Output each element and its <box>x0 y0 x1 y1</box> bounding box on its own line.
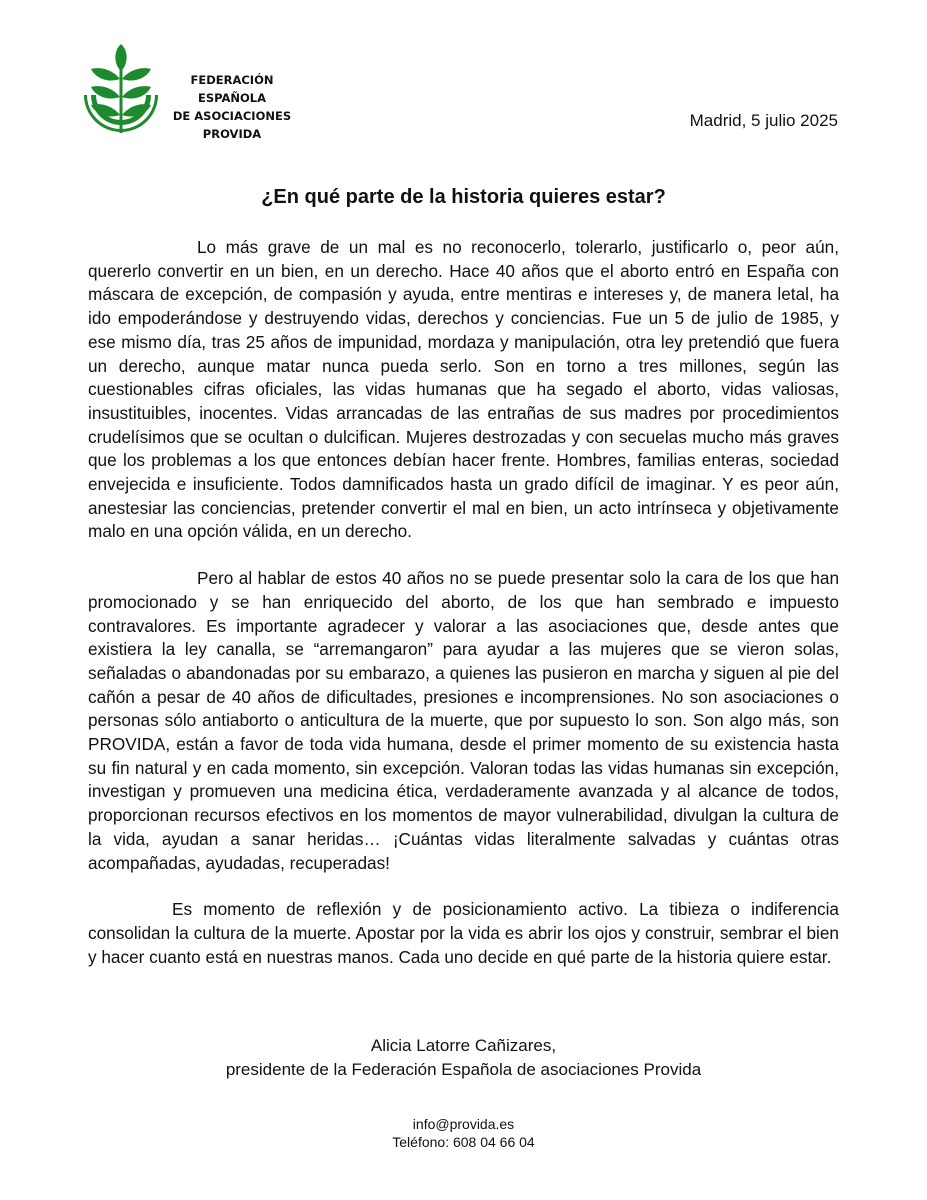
paragraph-1: Lo más grave de un mal es no reconocerlo, tolerarlo, justificarlo o, peor aún, quererlo convertir en un bien, en un derecho. Hace 40 años que el aborto entró en España con máscara de excepción, de compasión y ayuda, entre mentiras e intereses y, de manera letal, ha ido empoderándose y destruyendo vidas, derechos y conciencias. Fue un 5 de julio de 1985, y ese mismo día, tras 25 años de impunidad, mordaza y manipulación, otra ley pretendió que fuera un derecho, aunque matar nunca pueda serlo. Son en torno a tres millones, según las cuestionables cifras oficiales, las vidas humanas que ha segado el aborto, vidas valiosas, insustituibles, inocentes. Vidas arrancadas de las entrañas de sus madres por procedimientos crudelísimos que se ocultan o dulcifican. Mujeres destrozadas y con secuelas mucho más graves que los problemas a los que entonces debían hacer frente. Hombres, familias enteras, sociedad envejecida e insuficiente. Todos damnificados hasta un grado difícil de imaginar. Y es peor aún, anestesiar las conciencias, pretender convertir el mal en bien, un acto intrínseca y objetivamente malo en una opción válida, en un derecho. <box>88 237 839 542</box>
logo-wordmark <box>164 71 300 143</box>
document-title: ¿En qué parte de la historia quieres estar? <box>261 186 666 208</box>
sprout-leaves-icon <box>80 43 162 143</box>
signature-name: Alicia Latorre Cañizares, <box>370 1036 557 1055</box>
contact-block <box>0 1115 927 1151</box>
logo <box>80 43 300 143</box>
logo-line-3: PROVIDA <box>202 127 262 141</box>
letter-body <box>88 236 839 969</box>
signature-role: presidente de la Federación Española de asociaciones Provida <box>225 1060 702 1079</box>
paragraph-2: Pero al hablar de estos 40 años no se puede presentar solo la cara de los que han promocionado y se han enriquecido del aborto, de los que han sembrado e impuesto contravalores. Es importante agradecer y valorar a las asociaciones que, desde antes que existiera la ley canalla, se “arremangaron” para ayudar a las mujeres que se vieron solas, señaladas o abandonadas por su embarazo, a quienes las pusieron en marcha y siguen al pie del cañón a pesar de 40 años de dificultades, presiones e incomprensiones. No son asociaciones o personas sólo antiaborto o anticultura de la muerte, que por supuesto lo son. Son algo más, son PROVIDA, están a favor de toda vida humana, desde el primer momento de su existencia hasta su fin natural y en cada momento, sin excepción. Valoran todas las vidas humanas sin excepción, investigan y promueven una medicina ética, verdaderamente avanzada y al alcance de todos, proporcionan recursos efectivos en los momentos de mayor vulnerabilidad, divulgan la cultura de la vida, ayudan a sanar heridas… ¡Cuántas vidas literalmente salvadas y cuántas otras acompañadas, ayudadas, recuperadas! <box>88 568 839 873</box>
place-date: Madrid, 5 julio 2025 <box>689 111 838 130</box>
signature-block <box>0 1034 927 1082</box>
logo-line-1: FEDERACIÓN ESPAÑOLA <box>190 73 274 105</box>
logo-line-2: DE ASOCIACIONES <box>172 109 292 123</box>
contact-email[interactable]: info@provida.es <box>412 1116 515 1132</box>
contact-phone: Teléfono: 608 04 66 04 <box>392 1134 535 1150</box>
paragraph-3: Es momento de reflexión y de posicionamiento activo. La tibieza o indiferencia consolidan la cultura de la muerte. Apostar por la vida es abrir los ojos y construir, sembrar el bien y hacer cuanto está en nuestras manos. Cada uno decide en qué parte de la historia quiere estar. <box>88 899 839 967</box>
